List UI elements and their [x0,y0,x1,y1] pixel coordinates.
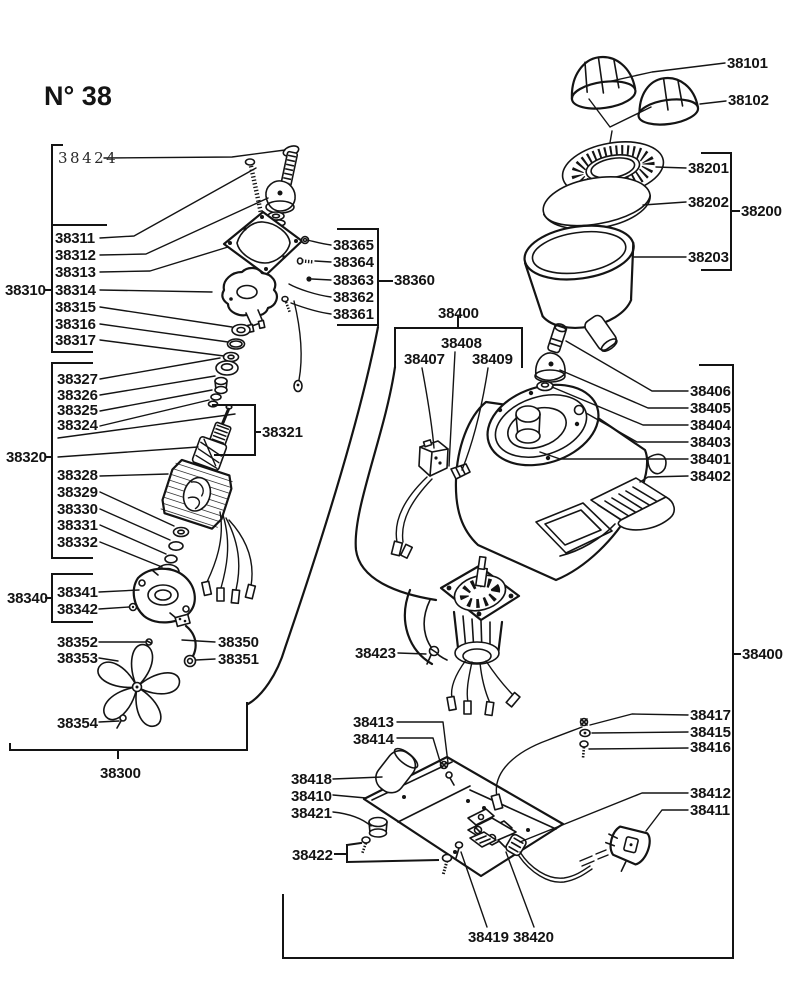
plug-drawing [600,824,652,876]
label-38316: 38316 [55,316,96,333]
label-38329: 38329 [57,484,98,501]
label-38351: 38351 [218,651,259,668]
label-38203: 38203 [688,249,729,266]
motor-assembly-drawing [405,557,520,716]
label-38350: 38350 [218,634,259,651]
label-38324: 38324 [57,417,98,434]
bowl-spout-drawing [583,313,620,354]
label-38423: 38423 [355,645,396,662]
rubber-foot-drawing [369,818,387,838]
label-38402: 38402 [690,468,731,485]
label-38424: 38424 [58,149,119,167]
label-38300: 38300 [100,765,141,782]
label-38200: 38200 [741,203,782,220]
label-38313: 38313 [55,264,96,281]
label-38326: 38326 [57,387,98,404]
label-38317: 38317 [55,332,96,349]
label-38332: 38332 [57,534,98,551]
label-38360: 38360 [394,272,435,289]
label-38101: 38101 [727,55,768,72]
label-38400-top: 38400 [438,305,479,322]
label-38418: 38418 [291,771,332,788]
label-38401: 38401 [690,451,731,468]
gasket-plate-drawing [224,212,302,275]
label-38407: 38407 [404,351,445,368]
label-38320: 38320 [6,449,47,466]
label-38353: 38353 [57,650,98,667]
label-38412: 38412 [690,785,731,802]
label-38201: 38201 [688,160,729,177]
label-38403: 38403 [690,434,731,451]
drive-stud-drawing [547,323,567,354]
label-38420: 38420 [513,929,554,946]
label-38406: 38406 [690,383,731,400]
label-38330: 38330 [57,501,98,518]
label-38363: 38363 [333,272,374,289]
label-38414: 38414 [353,731,394,748]
label-38202: 38202 [688,194,729,211]
fan-drawing [98,642,183,730]
divider-curves [248,327,436,704]
label-38321: 38321 [262,424,303,441]
label-38400-right: 38400 [742,646,783,663]
label-38354: 38354 [57,715,98,732]
switch-wires-drawing [391,477,432,558]
power-cord-drawing [519,852,592,882]
bowl-drawing [521,219,644,334]
label-38314: 38314 [55,282,96,299]
spindle-washers-drawing [224,325,251,362]
label-38102: 38102 [728,92,769,109]
label-38361: 38361 [333,306,374,323]
label-38422: 38422 [292,847,333,864]
label-38416: 38416 [690,739,731,756]
page-title: N° 38 [44,81,112,111]
label-38417: 38417 [690,707,731,724]
reamer-cone-large-drawing [567,53,637,112]
label-38408: 38408 [441,335,482,352]
label-38404: 38404 [690,417,731,434]
gasket-fasteners-drawing [282,237,314,392]
reamer-cone-small-drawing [634,74,700,128]
label-38352: 38352 [57,634,98,651]
fan-screw-drawing [146,639,152,645]
bushing-stack-drawing [209,361,239,407]
label-38419: 38419 [468,929,509,946]
label-38342: 38342 [57,601,98,618]
plate-screw-drawing [130,604,137,611]
label-38415: 38415 [690,724,731,741]
cord-dashes [580,850,608,866]
label-38421: 38421 [291,805,332,822]
label-38409: 38409 [472,351,513,368]
shaft-washer-drawing [537,382,553,391]
label-38413: 38413 [353,714,394,731]
label-38340: 38340 [7,590,48,607]
label-38310: 38310 [5,282,46,299]
label-38325: 38325 [57,402,98,419]
rotor-cap-drawing [222,268,277,332]
label-38312: 38312 [55,247,96,264]
label-38341: 38341 [57,584,98,601]
label-38365: 38365 [333,237,374,254]
label-38364: 38364 [333,254,374,271]
motor-screw-drawing [427,647,439,665]
label-38315: 38315 [55,299,96,316]
knob-drawing [266,181,295,213]
label-38362: 38362 [333,289,374,306]
label-38410: 38410 [291,788,332,805]
shaft-cap-drawing [535,353,565,382]
label-38411: 38411 [690,802,730,819]
label-38405: 38405 [690,400,731,417]
label-38331: 38331 [57,517,98,534]
label-38311: 38311 [55,230,95,247]
label-38328: 38328 [57,467,98,484]
label-38327: 38327 [57,371,98,388]
